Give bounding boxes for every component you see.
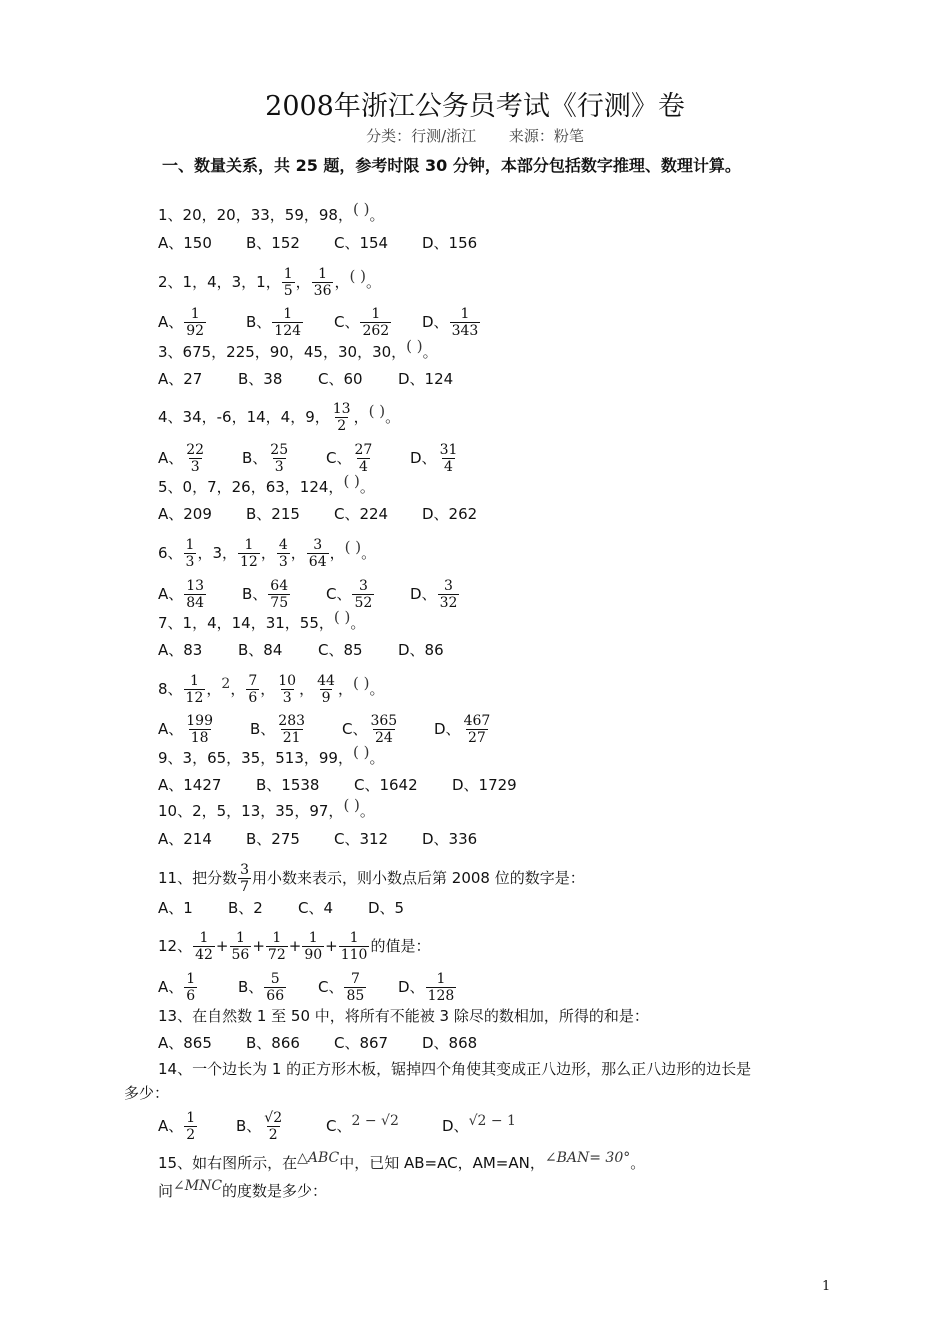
option-d: D、 $\frac{1}{128}$ <box>398 971 455 1004</box>
option-b: B、 $\frac{5}{66}$ <box>238 971 285 1004</box>
options-9 <box>158 775 550 795</box>
source-label: 来源：粉笔 <box>508 127 584 145</box>
option-c: C、2 − √2 <box>326 1113 399 1135</box>
option-d: D、1729 <box>452 776 517 794</box>
answer-blank: ( ) <box>344 538 362 556</box>
question-7: 7、1，4，14，31，55，( )。 <box>158 608 366 632</box>
options-5 <box>158 504 510 524</box>
option-d: D、 $\frac{3}{32}$ <box>410 578 458 611</box>
answer-blank: ( ) <box>343 796 360 814</box>
page-subtitle <box>0 125 950 146</box>
fraction: $\frac{3}{7}$ <box>240 862 250 895</box>
option-b: B、 $\frac{1}{124}$ <box>246 306 302 339</box>
fraction: $\frac{1}{56}$ <box>231 930 250 963</box>
option-b: B、1538 <box>256 776 320 794</box>
option-a: A、1427 <box>158 776 222 794</box>
option-d: D、868 <box>422 1034 478 1052</box>
option-c: C、85 <box>318 641 363 659</box>
option-a: A、214 <box>158 830 212 848</box>
option-a: A、 $\frac{13}{84}$ <box>158 578 205 611</box>
option-b: B、866 <box>246 1034 300 1052</box>
options-10 <box>158 829 510 849</box>
option-b: B、 $\frac{64}{75}$ <box>242 578 289 611</box>
option-b: B、 $\frac{√2}{2}$ <box>236 1110 283 1143</box>
question-12: 12、 $\frac{1}{42}$ + $\frac{1}{56}$ + $\frac{1}{72}$ + $\frac{1}{90}$ + $\frac{1}{110}$ 的值是： <box>158 930 431 963</box>
option-c: C、1642 <box>354 776 418 794</box>
page-number: 1 <box>822 1279 831 1294</box>
option-d: D、336 <box>422 830 478 848</box>
option-a: A、27 <box>158 370 203 388</box>
angle-notation: ∠MNC <box>173 1178 223 1194</box>
fraction: $\frac{13}{2}$ <box>332 401 351 434</box>
question-15-cont: 问∠MNC的度数是多少： <box>158 1178 328 1200</box>
option-b: B、 $\frac{283}{21}$ <box>250 713 306 746</box>
page-title: 2008年浙江公务员考试《行测》卷 <box>265 91 685 122</box>
option-a: A、 $\frac{1}{6}$ <box>158 971 196 1004</box>
answer-blank: ( ) <box>333 608 351 626</box>
option-d: D、262 <box>422 505 478 523</box>
option-a: A、 $\frac{1}{2}$ <box>158 1110 196 1143</box>
option-a: A、209 <box>158 505 212 523</box>
option-d: D、124 <box>398 370 454 388</box>
fraction: $\frac{1}{42}$ <box>195 930 213 963</box>
options-14 <box>158 1110 530 1143</box>
section-heading: 一、数量关系，共 25 题，参考时限 30 分钟，本部分包括数字推理、数理计算。 <box>162 156 741 175</box>
option-d: D、156 <box>422 234 478 252</box>
fraction: $\frac{1}{36}$ <box>313 266 332 299</box>
fraction: $\frac{1}{12}$ <box>185 673 204 706</box>
option-b: B、152 <box>246 234 300 252</box>
question-15: 15、如右图所示，在△ABC中，已知 AB=AC，AM=AN，∠BAN= 30°。 <box>158 1150 646 1172</box>
option-d: D、 $\frac{467}{27}$ <box>434 713 491 746</box>
fraction: $\frac{1}{5}$ <box>283 266 293 299</box>
option-c: C、4 <box>298 899 334 917</box>
answer-blank: ( ) <box>352 200 370 218</box>
options-1 <box>158 233 510 253</box>
option-c: C、867 <box>334 1034 389 1052</box>
category-label: 分类：行测/浙江 <box>366 127 477 145</box>
option-d: D、 $\frac{31}{4}$ <box>410 442 458 475</box>
question-3: 3、675，225，90，45，30，30，( )。 <box>158 337 438 361</box>
angle-notation: ∠BAN= 30° <box>544 1150 631 1166</box>
question-5: 5、0，7，26，63，124，( )。 <box>158 472 375 496</box>
fraction: $\frac{44}{9}$ <box>317 673 335 706</box>
option-b: B、84 <box>238 641 283 659</box>
fraction: $\frac{1}{3}$ <box>185 537 195 570</box>
option-c: C、312 <box>334 830 389 848</box>
answer-blank: ( ) <box>343 472 360 490</box>
options-3 <box>158 369 478 389</box>
answer-blank: ( ) <box>406 337 423 355</box>
options-12 <box>158 971 478 1004</box>
option-a: A、83 <box>158 641 203 659</box>
question-14: 14、一个边长为 1 的正方形木板，锯掉四个角使其变成正八边形，那么正八边形的边长是 <box>158 1060 752 1078</box>
fraction: $\frac{1}{90}$ <box>304 930 323 963</box>
fraction: $\frac{3}{64}$ <box>308 537 327 570</box>
fraction: $\frac{4}{3}$ <box>278 537 288 570</box>
option-b: B、215 <box>246 505 300 523</box>
answer-blank: ( ) <box>352 674 370 692</box>
option-c: C、60 <box>318 370 363 388</box>
option-c: C、224 <box>334 505 389 523</box>
option-d: D、5 <box>368 899 405 917</box>
option-a: A、 $\frac{22}{3}$ <box>158 442 205 475</box>
option-a: A、 $\frac{1}{92}$ <box>158 306 205 339</box>
options-6 <box>158 578 494 611</box>
option-a: A、 $\frac{199}{18}$ <box>158 713 213 746</box>
fraction: $\frac{1}{72}$ <box>267 930 286 963</box>
answer-blank: ( ) <box>352 743 370 761</box>
option-c: C、 $\frac{27}{4}$ <box>326 442 373 475</box>
question-13: 13、在自然数 1 至 50 中，将所有不能被 3 除尽的数相加，所得的和是： <box>158 1007 649 1025</box>
fraction: $\frac{1}{110}$ <box>340 930 368 963</box>
option-c: C、 $\frac{7}{85}$ <box>318 971 365 1004</box>
options-4 <box>158 442 494 475</box>
option-d: D、 $\frac{1}{343}$ <box>422 306 479 339</box>
question-2: 2、1，4，3，1， $\frac{1}{5}$ ， $\frac{1}{36}$ ，( )。 <box>158 266 381 299</box>
option-c: C、154 <box>334 234 389 252</box>
fraction: $\frac{10}{3}$ <box>278 673 297 706</box>
option-a: A、150 <box>158 234 212 252</box>
options-11 <box>158 898 438 918</box>
question-6: 6、 $\frac{1}{3}$ ，3， $\frac{1}{12}$ ， $\frac{4}{3}$ ， $\frac{3}{64}$ ，( )。 <box>158 537 377 570</box>
question-8: 8、 $\frac{1}{12}$ ，2， $\frac{7}{6}$ ， $\frac{10}{3}$ ， $\frac{44}{9}$ ，( )。 <box>158 673 385 706</box>
question-4: 4、34，-6，14，4，9， $\frac{13}{2}$ ，( )。 <box>158 401 401 434</box>
fraction: $\frac{1}{12}$ <box>240 537 258 570</box>
option-c: C、 $\frac{3}{52}$ <box>326 578 373 611</box>
fraction: $\frac{7}{6}$ <box>248 673 258 706</box>
question-10: 10、2，5，13，35，97，( )。 <box>158 796 375 820</box>
options-13 <box>158 1033 510 1053</box>
options-7 <box>158 640 478 660</box>
question-9: 9、3，65，35，513，99，( )。 <box>158 743 385 767</box>
option-a: A、1 <box>158 899 193 917</box>
option-d: D、86 <box>398 641 444 659</box>
answer-blank: ( ) <box>349 267 366 285</box>
option-a: A、865 <box>158 1034 212 1052</box>
option-d: D、√2 − 1 <box>442 1113 516 1135</box>
options-2 <box>158 306 510 339</box>
option-b: B、38 <box>238 370 283 388</box>
question-1: 1、20，20，33，59，98，( )。 <box>158 200 385 224</box>
option-b: B、 $\frac{25}{3}$ <box>242 442 289 475</box>
answer-blank: ( ) <box>368 402 386 420</box>
option-c: C、 $\frac{1}{262}$ <box>334 306 390 339</box>
option-b: B、275 <box>246 830 300 848</box>
options-8 <box>158 713 526 746</box>
question-11: 11、把分数 $\frac{3}{7}$ 用小数来表示，则小数点后第 2008 位的数字是： <box>158 862 585 895</box>
triangle-notation: △ABC <box>297 1150 340 1166</box>
question-14-cont: 多少： <box>124 1084 170 1102</box>
option-c: C、 $\frac{365}{24}$ <box>342 713 398 746</box>
option-b: B、2 <box>228 899 263 917</box>
